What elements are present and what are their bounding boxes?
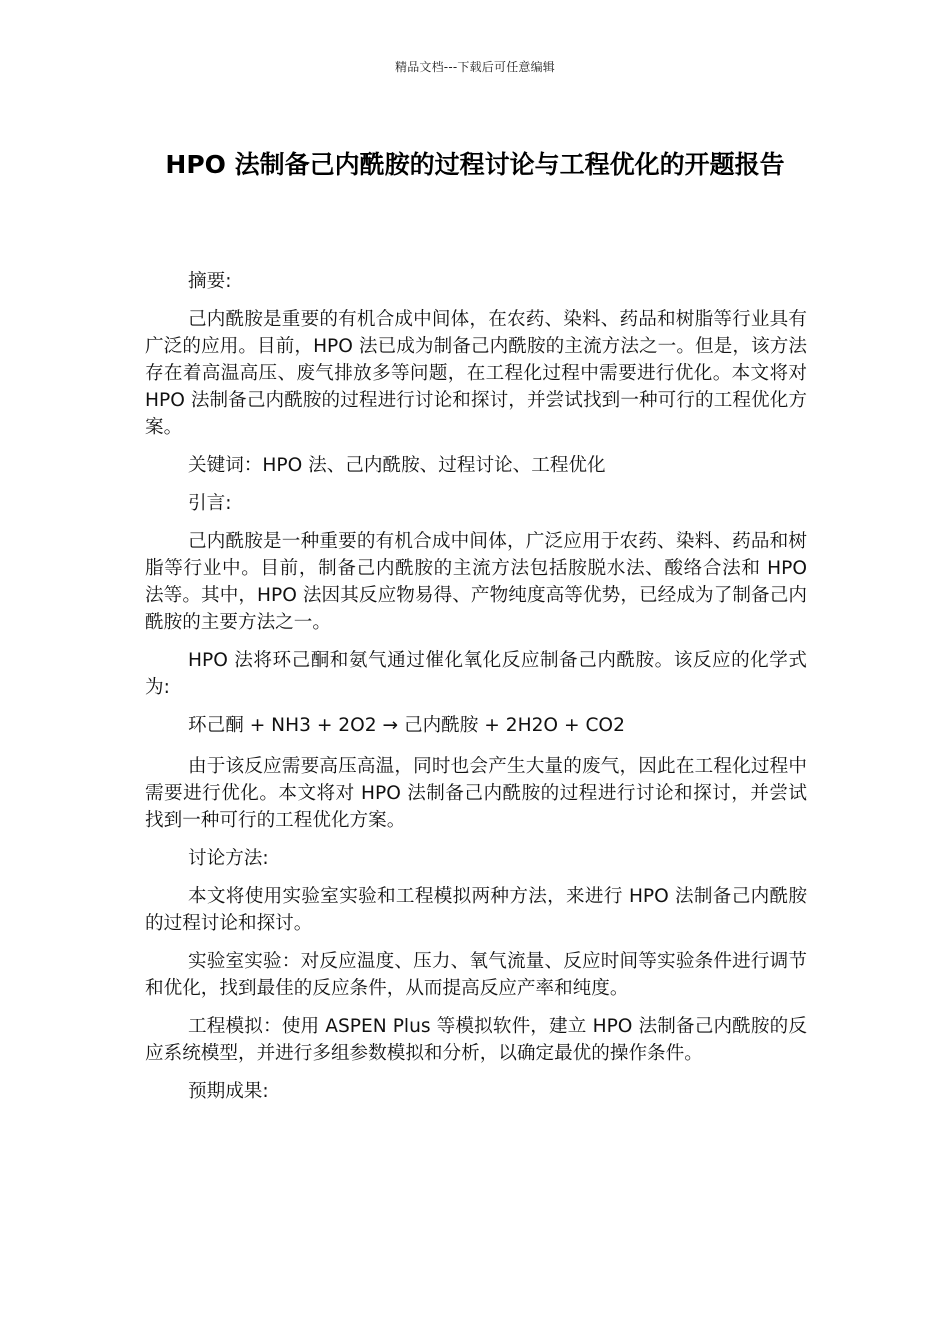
chemical-equation: 环己酮 + NH3 + 2O2 → 己内酰胺 + 2H2O + CO2 bbox=[188, 715, 625, 736]
methods-paragraph: 本文将使用实验室实验和工程模拟两种方法，来进行 HPO 法制备己内酰胺的过程讨论和探讨。 bbox=[145, 886, 807, 934]
methods-heading: 讨论方法: bbox=[188, 848, 269, 869]
abstract-paragraph: 己内酰胺是重要的有机合成中间体，在农药、染料、药品和树脂等行业具有广泛的应用。目前，HPO 法已成为制备己内酰胺的主流方法之一。但是，该方法存在着高温高压、废气排放多等问题，在工程化过程中需要进行优化。本文将对 HPO 法制备己内酰胺的过程进行讨论和探讨，并尝试找到一种可行的工程优化方案。 bbox=[145, 309, 807, 438]
abstract-heading: 摘要: bbox=[188, 271, 232, 292]
document-body bbox=[145, 268, 807, 1116]
page-header: 精品文档---下载后可任意编辑 bbox=[395, 60, 555, 74]
keywords-line: 关键词：HPO 法、己内酰胺、过程讨论、工程优化 bbox=[188, 455, 606, 476]
lab-experiment-paragraph: 实验室实验：对反应温度、压力、氧气流量、反应时间等实验条件进行调节和优化，找到最佳的反应条件，从而提高反应产率和纯度。 bbox=[145, 951, 807, 999]
optimization-paragraph: 由于该反应需要高压高温，同时也会产生大量的废气，因此在工程化过程中需要进行优化。本文将对 HPO 法制备己内酰胺的过程进行讨论和探讨，并尝试找到一种可行的工程优化方案。 bbox=[145, 756, 807, 831]
document-title: HPO 法制备己内酰胺的过程讨论与工程优化的开题报告 bbox=[165, 150, 785, 179]
reaction-intro-paragraph: HPO 法将环己酮和氨气通过催化氧化反应制备己内酰胺。该反应的化学式为: bbox=[145, 650, 807, 698]
introduction-heading: 引言: bbox=[188, 493, 232, 514]
introduction-paragraph: 己内酰胺是一种重要的有机合成中间体，广泛应用于农药、染料、药品和树脂等行业中。目前，制备己内酰胺的主流方法包括胺脱水法、酸络合法和 HPO 法等。其中，HPO 法因其反应物易得、产物纯度高等优势，已经成为了制备己内酰胺的主要方法之一。 bbox=[145, 531, 807, 633]
engineering-simulation-paragraph: 工程模拟：使用 ASPEN Plus 等模拟软件，建立 HPO 法制备己内酰胺的反应系统模型，并进行多组参数模拟和分析，以确定最优的操作条件。 bbox=[145, 1016, 807, 1064]
expected-results-heading: 预期成果: bbox=[188, 1081, 269, 1102]
